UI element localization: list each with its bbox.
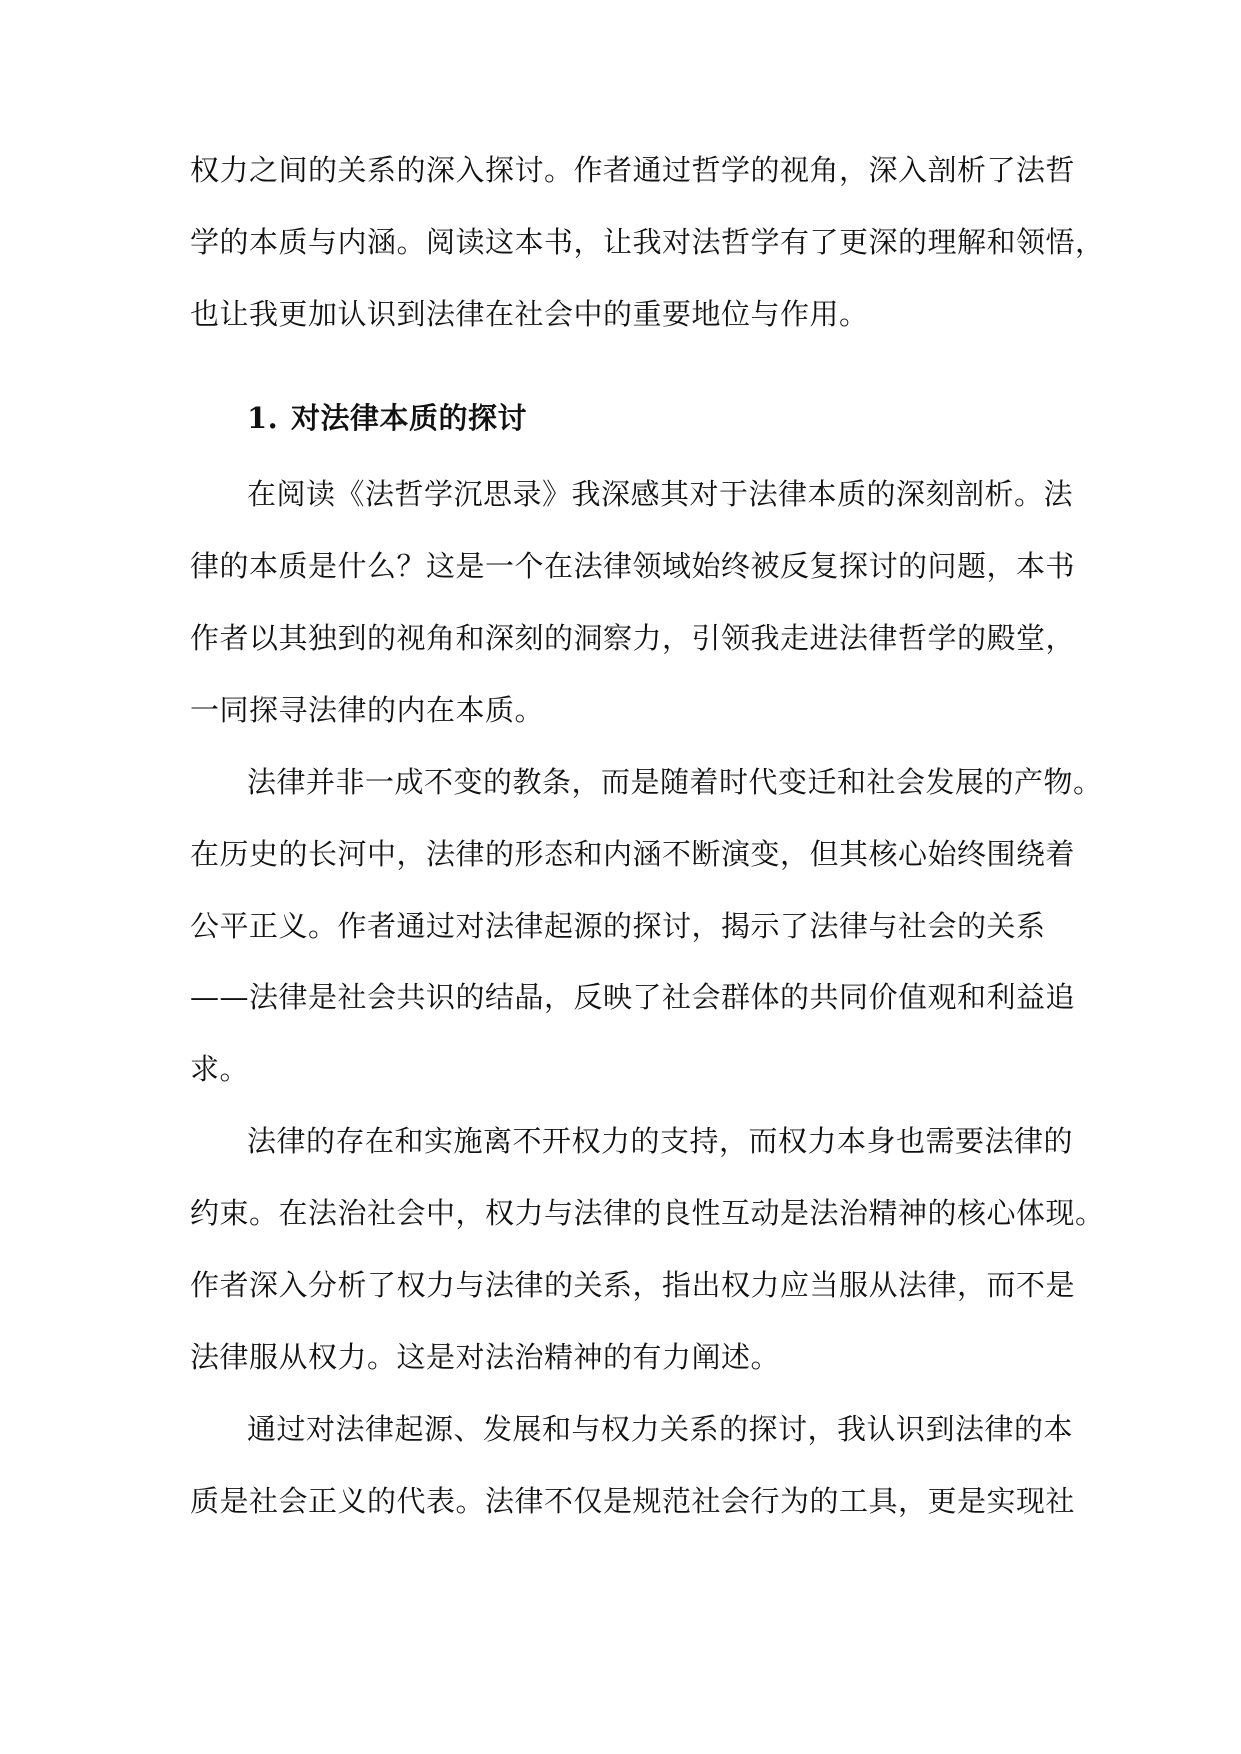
- paragraph4-line-1: 通过对法律起源、发展和与权力关系的探讨，我认识到法律的本: [247, 1412, 1074, 1446]
- section-heading: [247, 398, 527, 438]
- paragraph3-line-4: 法律服从权力。这是对法治精神的有力阐述。: [190, 1340, 781, 1374]
- paragraph1-line-4: 一同探寻法律的内在本质。: [190, 693, 545, 727]
- section-heading-title: 对法律本质的探讨: [291, 401, 528, 435]
- paragraph3-line-3: 作者深入分析了权力与法律的关系，指出权力应当服从法律，而不是: [190, 1268, 1076, 1302]
- paragraph2-line-2: 在历史的长河中，法律的形态和内涵不断演变，但其核心始终围绕着: [190, 837, 1076, 871]
- section-heading-number: 1.: [247, 401, 279, 435]
- paragraph3-line-2: 约束。在法治社会中，权力与法律的良性互动是法治精神的核心体现。: [190, 1196, 1105, 1230]
- paragraph2-line-3: 公平正义。作者通过对法律起源的探讨，揭示了法律与社会的关系: [190, 909, 1046, 943]
- paragraph4-line-2: 质是社会正义的代表。法律不仅是规范社会行为的工具，更是实现社: [190, 1484, 1076, 1518]
- paragraph2-line-1: 法律并非一成不变的教条，而是随着时代变迁和社会发展的产物。: [247, 765, 1103, 799]
- paragraph1-line-1: 在阅读《法哲学沉思录》我深感其对于法律本质的深刻剖析。法: [247, 477, 1074, 511]
- intro-line-2: 学的本质与内涵。阅读这本书，让我对法哲学有了更深的理解和领悟，: [190, 225, 1105, 259]
- paragraph1-line-3: 作者以其独到的视角和深刻的洞察力，引领我走进法律哲学的殿堂，: [190, 621, 1076, 655]
- paragraph3-line-1: 法律的存在和实施离不开权力的支持，而权力本身也需要法律的: [247, 1124, 1074, 1158]
- intro-line-3: 也让我更加认识到法律在社会中的重要地位与作用。: [190, 297, 869, 331]
- intro-line-1: 权力之间的关系的深入探讨。作者通过哲学的视角，深入剖析了法哲: [190, 153, 1076, 187]
- paragraph2-line-5: 求。: [190, 1052, 250, 1086]
- paragraph2-line-4: ——法律是社会共识的结晶，反映了社会群体的共同价值观和利益追: [190, 980, 1076, 1014]
- paragraph1-line-2: 律的本质是什么？这是一个在法律领域始终被反复探讨的问题，本书: [190, 549, 1076, 583]
